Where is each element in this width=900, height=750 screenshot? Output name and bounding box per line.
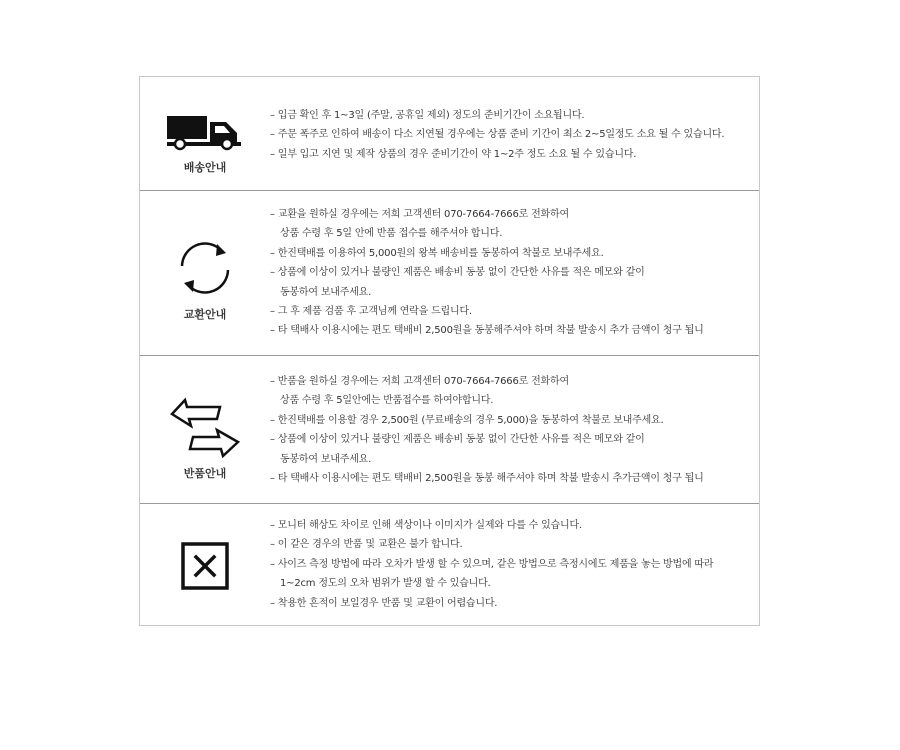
notice-text — [270, 516, 749, 613]
refresh-icon — [173, 238, 237, 298]
text-line: – 입금 확인 후 1~3일 (주말, 공휴일 제외) 정도의 준비기간이 소요됩니다. — [270, 110, 585, 121]
text-line: – 한진택배를 이용하여 5,000원의 왕복 배송비를 동봉하여 착불로 보내주세요. — [270, 247, 604, 259]
delivery-text — [270, 106, 749, 164]
return-text — [270, 372, 749, 488]
exchange-text — [270, 205, 749, 341]
text-line: – 한진택배를 이용할 경우 2,500원 (무료배송의 경우 5,000)을 동봉하여 착불로 보내주세요. — [270, 414, 664, 426]
text-line: – 착용한 흔적이 보일경우 반품 및 교환이 어렵습니다. — [270, 597, 498, 609]
text-line: – 타 택배사 이용시에는 편도 택배비 2,500원을 동봉 해주셔야 하며 착불 발송시 추가금액이 청구 됩니 — [270, 473, 704, 485]
info-table — [139, 76, 760, 626]
text-line: – 이 같은 경우의 반품 및 교환은 불가 합니다. — [270, 539, 463, 551]
x-box-icon — [181, 542, 229, 590]
truck-icon — [166, 113, 244, 151]
section-label: 교환안내 — [183, 308, 227, 321]
notice-section — [140, 503, 759, 627]
text-line: – 모니터 해상도 차이로 인해 색상이나 이미지가 실제와 다를 수 있습니다. — [270, 520, 582, 531]
text-line: – 주문 폭주로 인하여 배송이 다소 지연될 경우에는 상품 준비 기간이 최소 2~5일정도 소요 될 수 있습니다. — [270, 129, 725, 141]
text-line: 상품 수령 후 5일 안에 반품 접수를 해주셔야 합니다. — [280, 228, 503, 240]
text-line: 1~2cm 정도의 오차 범위가 발생 할 수 있습니다. — [280, 578, 491, 590]
swap-arrows-icon — [168, 396, 242, 462]
text-line: 동봉하여 보내주세요. — [280, 453, 372, 465]
section-label: 배송안내 — [183, 161, 227, 174]
return-section — [140, 355, 759, 503]
delivery-section — [140, 77, 759, 190]
text-line: – 타 택배사 이용시에는 편도 택배비 2,500원을 동봉해주셔야 하며 착불 발송시 추가 금액이 청구 됩니 — [270, 325, 704, 337]
section-label: 반품안내 — [183, 467, 227, 480]
text-line: – 상품에 이상이 있거나 불량인 제품은 배송비 동봉 없이 간단한 사유를 적은 메모와 같이 — [270, 434, 645, 446]
text-line: – 그 후 제품 검품 후 고객님께 연락을 드립니다. — [270, 306, 472, 318]
exchange-section — [140, 190, 759, 355]
text-line: – 상품에 이상이 있거나 불량인 제품은 배송비 동봉 없이 간단한 사유를 적은 메모와 같이 — [270, 267, 645, 279]
text-line: 동봉하여 보내주세요. — [280, 286, 372, 298]
text-line: – 반품을 원하실 경우에는 저희 고객센터 070-7664-7666로 전화하여 — [270, 376, 569, 387]
text-line: 상품 수령 후 5일안에는 반품접수를 하여야합니다. — [280, 395, 494, 407]
text-line: – 교환을 원하실 경우에는 저희 고객센터 070-7664-7666로 전화하여 — [270, 209, 569, 220]
text-line: – 일부 입고 지연 및 제작 상품의 경우 준비기간이 약 1~2주 정도 소요 될 수 있습니다. — [270, 148, 637, 160]
text-line: – 사이즈 측정 방법에 따라 오차가 발생 할 수 있으며, 같은 방법으로 측정시에도 제품을 놓는 방법에 따라 — [270, 558, 714, 570]
